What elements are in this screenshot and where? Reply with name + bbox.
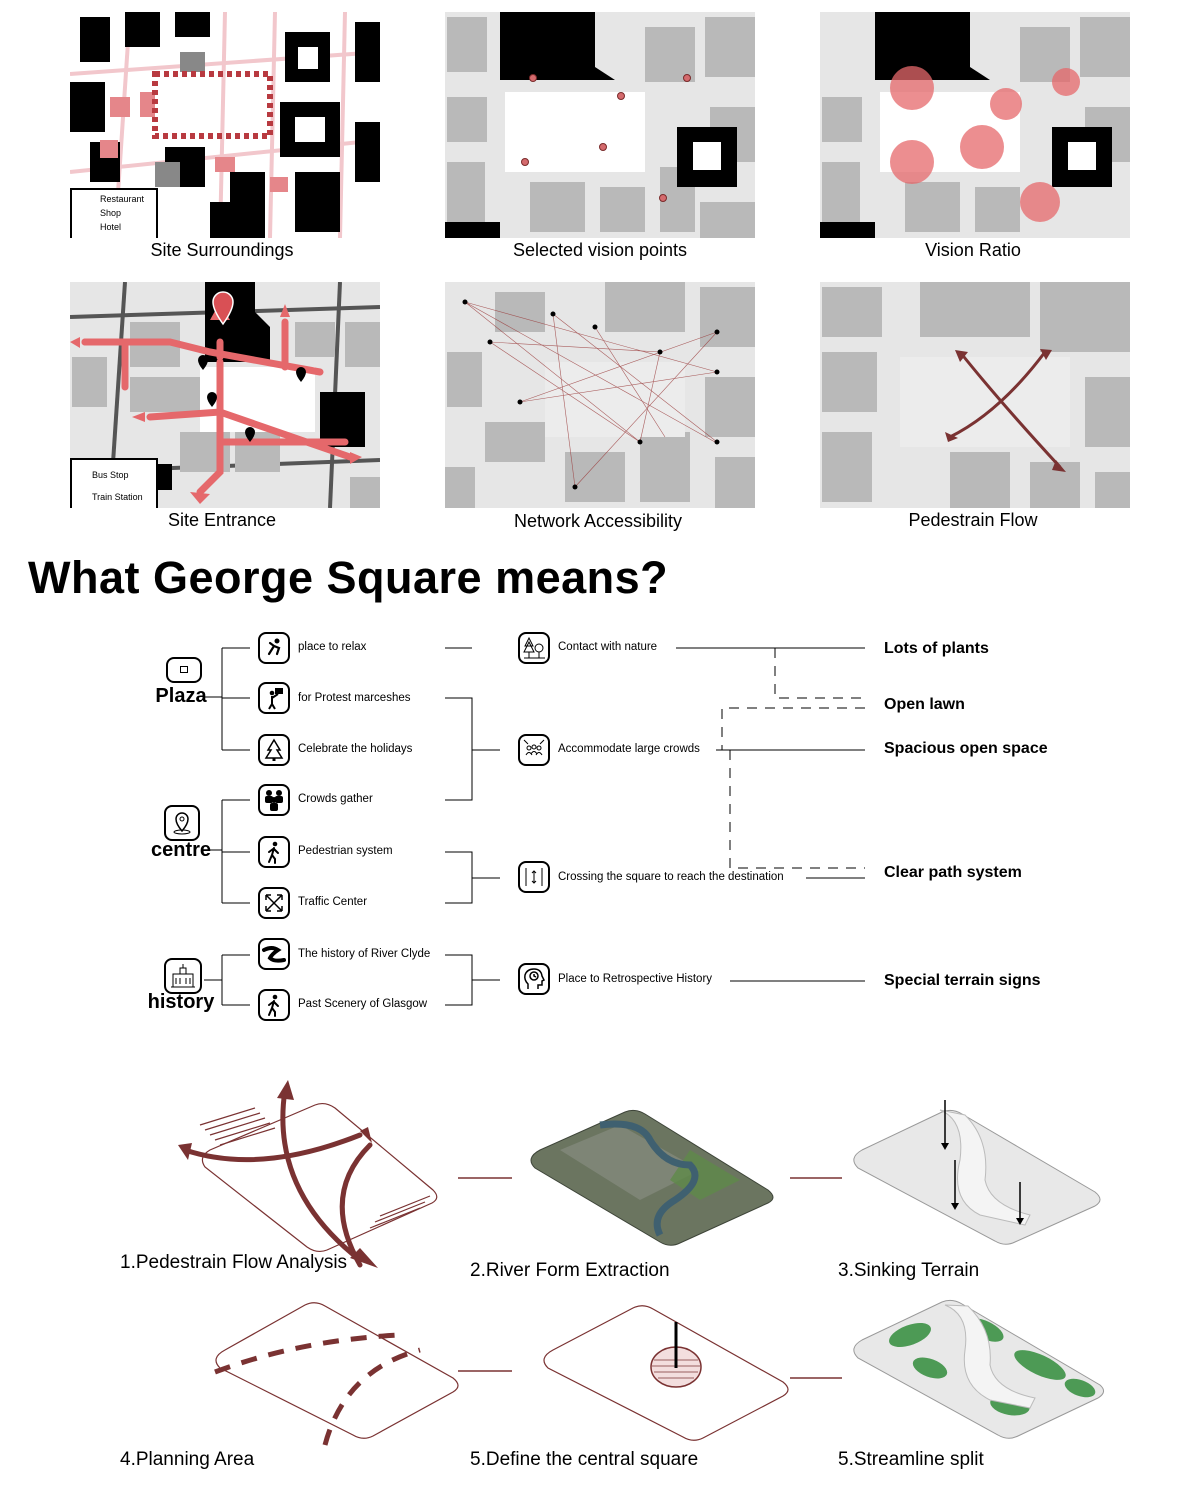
map-site-entrance [70, 282, 380, 508]
trees-icon [518, 632, 550, 664]
item-label: Crowds gather [298, 793, 373, 805]
location-pin-icon [164, 805, 200, 841]
map-vision-ratio [820, 12, 1130, 238]
result-label: Lots of plants [884, 640, 989, 657]
result-label: Open lawn [884, 696, 965, 713]
step-label: 3.Sinking Terrain [838, 1260, 980, 1281]
need-label: Contact with nature [558, 641, 658, 653]
step-label: 4.Planning Area [120, 1449, 255, 1470]
map-caption: Selected vision points [512, 240, 688, 260]
crowd-icon [258, 784, 290, 816]
arrows-icon [258, 887, 290, 919]
category-label: Plaza [155, 685, 207, 707]
result-label: Spacious open space [884, 740, 1048, 757]
people-group-icon [518, 734, 550, 766]
step-label: 5.Streamline split [838, 1449, 984, 1470]
walking-person-icon [258, 989, 290, 1021]
need-label: Accommodate large crowds [558, 743, 700, 755]
building-icon [164, 958, 202, 994]
step-label: 1.Pedestrain Flow Analysis [120, 1252, 348, 1273]
map-legend [70, 188, 158, 238]
need-label: Crossing the square to reach the destination [558, 871, 784, 883]
map-caption: Pedestrain Flow [908, 510, 1038, 530]
result-label: Special terrain signs [884, 972, 1041, 989]
legend-item: Bus Stop [92, 470, 129, 480]
river-icon [258, 938, 290, 970]
step-diagrams [0, 1080, 1200, 1500]
walking-person-icon [258, 836, 290, 868]
legend-item: Restaurant [100, 194, 145, 204]
need-label: Place to Retrospective History [558, 973, 713, 985]
map-caption: Site Surroundings [150, 240, 294, 260]
item-label: The history of River Clyde [298, 948, 431, 960]
protest-icon [258, 682, 290, 714]
legend-item: Hotel [100, 222, 122, 232]
christmas-tree-icon [258, 734, 290, 766]
map-caption: Vision Ratio [925, 240, 1021, 260]
step-label: 5.Define the central square [470, 1449, 699, 1470]
head-clock-icon [518, 963, 550, 995]
map-network-accessibility [445, 282, 755, 508]
legend-item: Shop [100, 208, 122, 218]
map-legend [70, 458, 158, 508]
map-pedestrian-flow [820, 282, 1130, 508]
crossing-icon [518, 861, 550, 893]
map-caption: Network Accessibility [513, 511, 683, 531]
map-site-surroundings [70, 12, 380, 238]
relax-icon [258, 632, 290, 664]
item-label: for Protest marceshes [298, 692, 411, 704]
category-label: history [147, 991, 215, 1013]
result-label: Clear path system [884, 864, 1022, 881]
map-vision-points [445, 12, 755, 238]
legend-item: Train Station [92, 492, 143, 502]
step-label: 2.River Form Extraction [470, 1260, 670, 1281]
item-label: place to relax [298, 641, 367, 653]
square-icon [166, 657, 202, 683]
category-label: centre [150, 839, 212, 861]
item-label: Past Scenery of Glasgow [298, 998, 428, 1010]
map-caption: Site Entrance [167, 510, 277, 530]
item-label: Traffic Center [298, 896, 368, 908]
item-label: Celebrate the holidays [298, 743, 413, 755]
page-title: What George Square means? [28, 552, 669, 603]
item-label: Pedestrian system [298, 845, 393, 857]
